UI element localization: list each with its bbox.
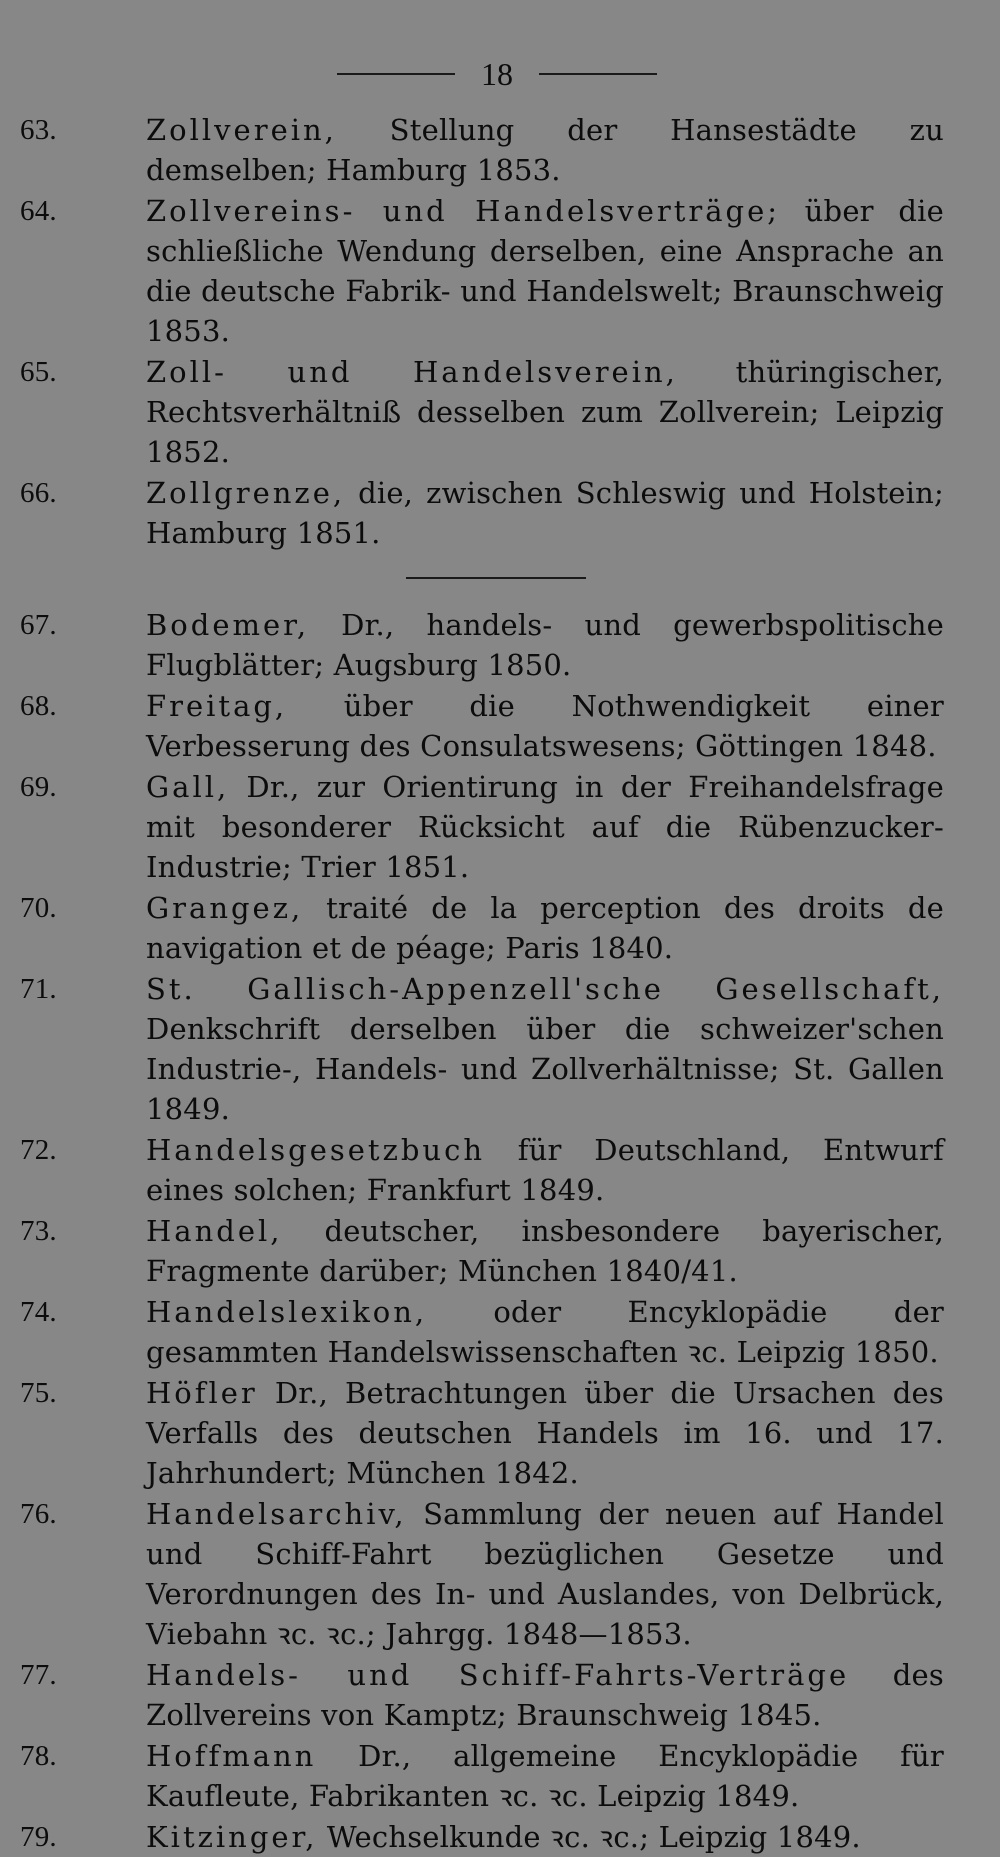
bibliography-entry xyxy=(20,1130,944,1210)
entry-details: traité de la perception des droits de navigation et de péage; Paris 1840. xyxy=(146,891,944,965)
entry-title: Freitag, xyxy=(146,689,288,723)
bibliography-entry xyxy=(20,686,944,766)
entry-number: 74. xyxy=(20,1296,57,1328)
entry-number: 78. xyxy=(20,1740,57,1772)
bibliography-entry xyxy=(20,1817,944,1857)
entry-title: Hoffmann xyxy=(146,1739,317,1773)
bibliography-entry xyxy=(20,767,944,887)
entry-details: Dr., allgemeine Encyklopädie für Kaufleute, Fabrikanten ꝛc. ꝛc. Leipzig 1849. xyxy=(146,1739,944,1813)
bibliography-entry xyxy=(20,1494,944,1654)
entry-number: 79. xyxy=(20,1821,57,1853)
bibliography-entry xyxy=(20,352,944,472)
entry-number: 69. xyxy=(20,771,57,803)
entry-title: Zollgrenze, xyxy=(146,476,346,510)
entry-number: 77. xyxy=(20,1659,57,1691)
entry-number: 76. xyxy=(20,1498,57,1530)
bibliography-entry xyxy=(20,1292,944,1372)
entry-number: 66. xyxy=(20,477,57,509)
entry-number: 70. xyxy=(20,892,57,924)
entry-title: Handel, xyxy=(146,1214,283,1248)
entry-number: 75. xyxy=(20,1377,57,1409)
entry-list-first xyxy=(20,110,944,553)
entry-details: Denkschrift derselben über die schweizer'schen Industrie-, Handels- und Zollverhältnisse; St. Gallen 1849. xyxy=(146,1012,944,1126)
entry-details: oder Encyklopädie der gesammten Handelswissenschaften ꝛc. Leipzig 1850. xyxy=(146,1295,944,1369)
entry-details: deutscher, insbesondere bayerischer, Fragmente darüber; München 1840/41. xyxy=(146,1214,944,1288)
entry-number: 68. xyxy=(20,690,57,722)
entry-details: für Deutschland, Entwurf eines solchen; Frankfurt 1849. xyxy=(146,1133,944,1207)
header-rule-left xyxy=(337,73,455,75)
bibliography-entry xyxy=(20,473,944,553)
entry-details: Stellung der Hansestädte zu demselben; Hamburg 1853. xyxy=(146,113,944,187)
entry-list-second xyxy=(20,605,944,1857)
entry-details: Wechselkunde ꝛc. ꝛc.; Leipzig 1849. xyxy=(317,1820,861,1854)
entry-title: Handelsarchiv, xyxy=(146,1497,407,1531)
bibliography-entry xyxy=(20,888,944,968)
entry-number: 71. xyxy=(20,973,57,1005)
entry-details: Dr., Betrachtungen über die Ursachen des Verfalls des deutschen Handels im 16. und 17. Jahrhundert; München 1842. xyxy=(146,1376,944,1490)
entry-number: 63. xyxy=(20,114,57,146)
section-divider xyxy=(406,577,586,579)
entry-title: Handelslexikon, xyxy=(146,1295,428,1329)
entry-number: 73. xyxy=(20,1215,57,1247)
entry-title: St. Gallisch-Appenzell'sche Gesellschaft, xyxy=(146,972,944,1006)
entry-details: Sammlung der neuen auf Handel und Schiff-Fahrt bezüglichen Gesetze und Verordnungen des In- und Auslandes, von Delbrück, Viebahn ꝛc. ꝛc.; Jahrgg. 1848—1853. xyxy=(146,1497,944,1651)
bibliography-entry xyxy=(20,605,944,685)
page-number: 18 xyxy=(481,55,513,92)
entry-details: über die Nothwendigkeit einer Verbesserung des Consulatswesens; Göttingen 1848. xyxy=(146,689,944,763)
entry-details: des Zollvereins von Kamptz; Braunschweig 1845. xyxy=(146,1658,944,1732)
entry-title: Kitzinger, xyxy=(146,1820,318,1854)
entry-title: Zollvereins- und Handelsverträge; xyxy=(146,194,781,228)
entry-number: 64. xyxy=(20,195,57,227)
bibliography-entry xyxy=(20,969,944,1129)
entry-title: Bodemer, xyxy=(146,608,310,642)
entry-title: Handels- und Schiff-Fahrts-Verträge xyxy=(146,1658,850,1692)
bibliography-entry xyxy=(20,1655,944,1735)
bibliography-entry xyxy=(20,1736,944,1816)
entry-title: Handelsgesetzbuch xyxy=(146,1133,486,1167)
entry-number: 67. xyxy=(20,609,57,641)
entry-number: 72. xyxy=(20,1134,57,1166)
entry-title: Zoll- und Handelsverein, xyxy=(146,355,678,389)
entry-details: Dr., handels- und gewerbspolitische Flugblätter; Augsburg 1850. xyxy=(146,608,944,682)
entry-number: 65. xyxy=(20,356,57,388)
entry-details: thüringischer, Rechtsverhältniß desselben zum Zollverein; Leipzig 1852. xyxy=(146,355,944,469)
bibliography-entry xyxy=(20,110,944,190)
entry-details: Dr., zur Orientirung in der Freihandelsfrage mit besonderer Rücksicht auf die Rübenzucker-Industrie; Trier 1851. xyxy=(146,770,944,884)
entry-details: die, zwischen Schleswig und Holstein; Hamburg 1851. xyxy=(146,476,944,550)
entry-title: Zollverein, xyxy=(146,113,337,147)
entry-title: Höfler xyxy=(146,1376,258,1410)
entry-details: über die schließliche Wendung derselben, eine Ansprache an die deutsche Fabrik- und Handelswelt; Braunschweig 1853. xyxy=(146,194,944,348)
bibliography-entry xyxy=(20,191,944,351)
bibliography-entry xyxy=(20,1373,944,1493)
bibliography-entry xyxy=(20,1211,944,1291)
entry-title: Grangez, xyxy=(146,891,304,925)
page-header xyxy=(50,46,944,102)
entry-title: Gall, xyxy=(146,770,230,804)
header-rule-right xyxy=(539,73,657,75)
